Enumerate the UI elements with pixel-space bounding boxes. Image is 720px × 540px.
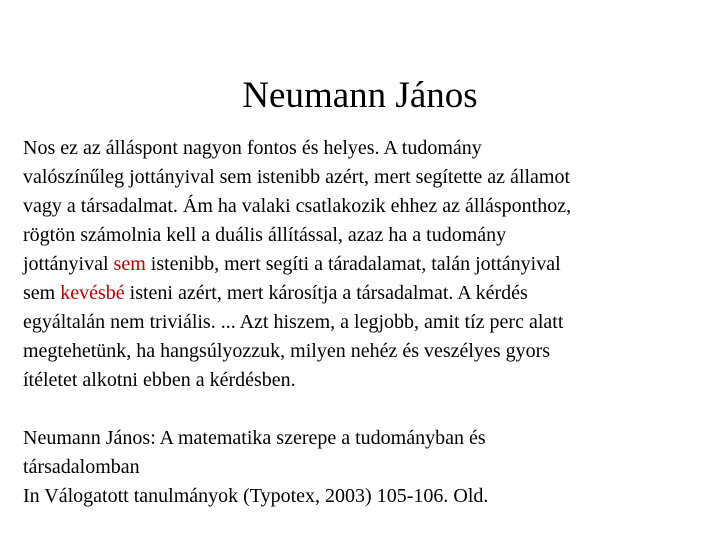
quote-text: sem [23, 282, 61, 304]
quote-line: ítéletet alkotni ebben a kérdésben. [23, 369, 296, 391]
quote-line [23, 279, 703, 308]
citation-line: társadalomban [23, 456, 140, 478]
slide-title: Neumann János [242, 75, 478, 116]
emphasis-word-kevesbe: kevésbé [60, 282, 125, 304]
quote-line: rögtön számolnia kell a duális állítással, azaz ha a tudomány [23, 224, 507, 246]
citation [23, 424, 703, 511]
quote-paragraph [23, 134, 703, 395]
emphasis-word-sem: sem [113, 253, 146, 275]
quote-line: megtehetünk, ha hangsúlyozzuk, milyen nehéz és veszélyes gyors [23, 340, 551, 362]
quote-line [23, 250, 703, 279]
citation-line: In Válogatott tanulmányok (Typotex, 2003) 105-106. Old. [23, 485, 489, 507]
quote-line: valószínűleg jottányival sem istenibb azért, mert segítette az államot [23, 166, 571, 188]
quote-text: jottányival [23, 253, 114, 275]
quote-line: vagy a társadalmat. Ám ha valaki csatlakozik ehhez az állásponthoz, [23, 195, 572, 217]
quote-text: istenibb, mert segíti a táradalamat, talán jottányival [145, 253, 561, 275]
quote-line: Nos ez az álláspont nagyon fontos és helyes. A tudomány [23, 137, 482, 159]
quote-text: isteni azért, mert károsítja a társadalmat. A kérdés [124, 282, 528, 304]
citation-line: Neumann János: A matematika szerepe a tudományban és [23, 427, 486, 449]
quote-line: egyáltalán nem triviális. ... Azt hiszem, a legjobb, amit tíz perc alatt [23, 311, 564, 333]
